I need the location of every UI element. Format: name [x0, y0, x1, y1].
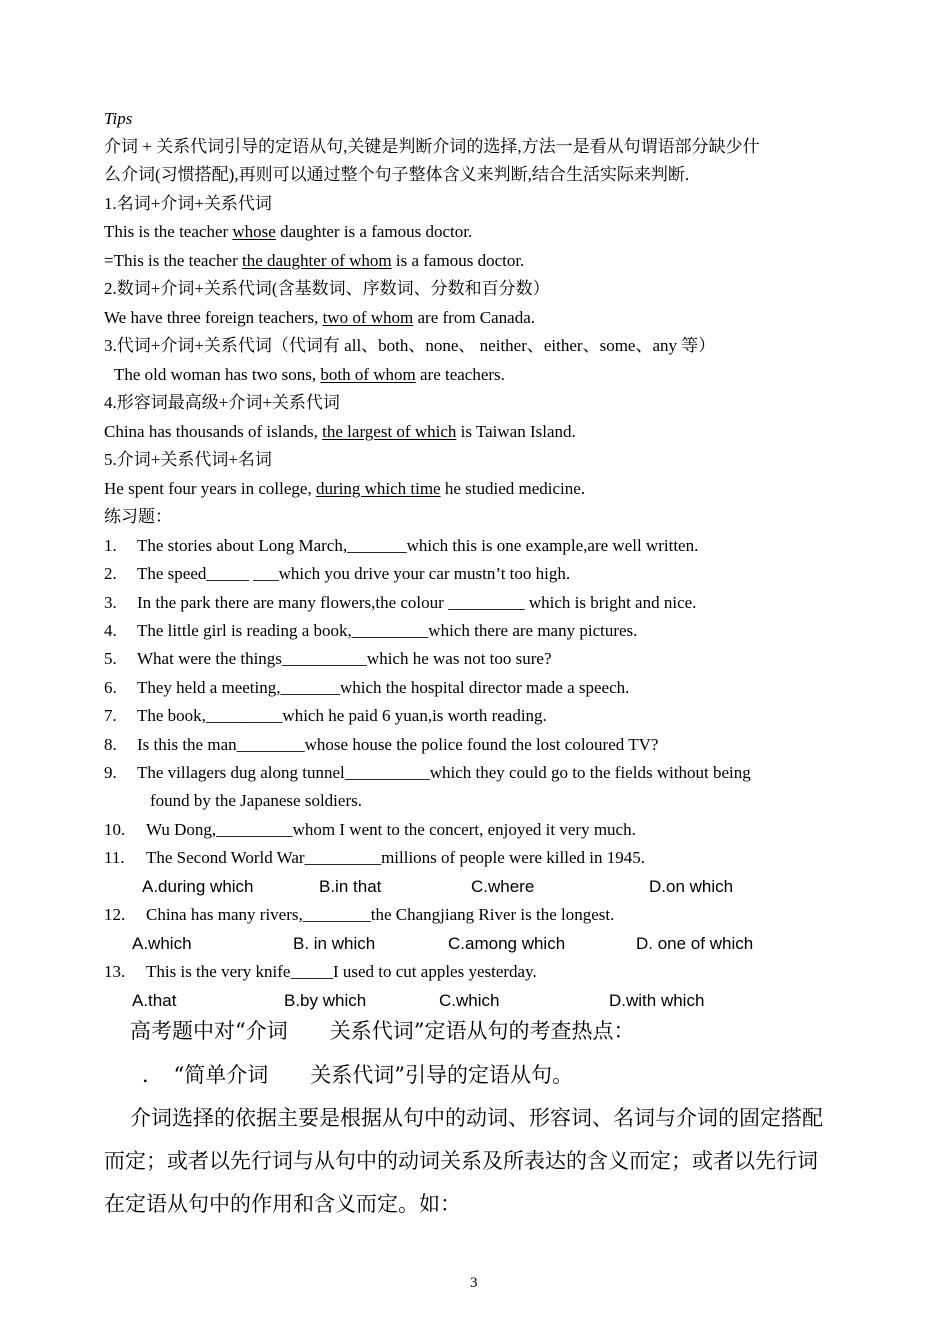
item-text: The speed_____ ___which you drive your car mustn’t too high. — [137, 564, 571, 583]
section-1-heading: 1.名词+介词+关系代词 — [104, 194, 272, 213]
section-4-example — [104, 421, 576, 443]
item-number: 9. — [104, 763, 117, 782]
exercise-item — [104, 677, 629, 699]
item-text: Is this the man________whose house the police found the lost coloured TV? — [137, 735, 659, 754]
exercise-item — [104, 762, 751, 784]
item-number: 12. — [104, 905, 126, 924]
option-q12-d: D. one of which — [636, 934, 754, 953]
exercise-item — [104, 592, 696, 614]
item-text: China has many rivers,________the Changjiang River is the longest. — [146, 905, 615, 924]
option-q12-c: C.among which — [448, 934, 566, 953]
text: daughter is a famous doctor. — [275, 222, 473, 241]
section-1-example-1 — [104, 221, 472, 243]
section-2-heading: 2.数词+介词+关系代词(含基数词、序数词、分数和百分数） — [104, 279, 550, 298]
item-text: The book,_________which he paid 6 yuan,is worth reading. — [137, 706, 547, 725]
option-q12-a: A.which — [132, 934, 192, 953]
item-number: 8. — [104, 735, 117, 754]
exercise-item — [104, 904, 614, 926]
section-2-example — [104, 307, 535, 329]
text: he studied medicine. — [440, 479, 586, 498]
paragraph-line-3: 在定语从句中的作用和含义而定。如： — [104, 1192, 461, 1216]
underlined-phrase: during which time — [315, 479, 441, 498]
underlined-phrase: two of whom — [322, 308, 414, 327]
item-text: In the park there are many flowers,the colour _________ which is bright and nice. — [137, 593, 697, 612]
text: =This is the teacher — [104, 251, 242, 270]
text: is a famous doctor. — [391, 251, 525, 270]
exercise-item — [104, 734, 658, 756]
option-q11-c: C.where — [471, 877, 535, 896]
underlined-phrase: both of whom — [320, 365, 416, 384]
item-number: 3. — [104, 593, 117, 612]
text: China has thousands of islands, — [104, 422, 323, 441]
option-q11-a: A.during which — [142, 877, 254, 896]
option-q13-b: B.by which — [284, 991, 367, 1010]
text: The old woman has two sons, — [114, 365, 321, 384]
option-q13-d: D.with which — [609, 991, 705, 1010]
item-text: What were the things__________which he was not too sure? — [137, 649, 552, 668]
exercise-item — [104, 705, 547, 727]
section-5-heading: 5.介词+关系代词+名词 — [104, 450, 272, 469]
item-number: 13. — [104, 962, 126, 981]
paragraph-line-1: 介词选择的依据主要是根据从句中的动词、形容词、名词与介词的固定搭配 — [130, 1106, 823, 1130]
item-number: 11. — [104, 848, 125, 867]
exercise-item — [104, 648, 552, 670]
hot-topic-heading: 高考题中对“介词 关系代词”定语从句的考查热点： — [130, 1019, 635, 1043]
paragraph-line-2: 而定；或者以先行词与从句中的动词关系及所表达的含义而定；或者以先行词 — [104, 1149, 818, 1173]
underlined-phrase: whose — [232, 222, 276, 241]
underlined-phrase: the daughter of whom — [241, 251, 392, 270]
item-text: Wu Dong,_________whom I went to the concert, enjoyed it very much. — [146, 820, 636, 839]
exercise-item-continuation — [150, 790, 362, 812]
section-5-example — [104, 478, 585, 500]
underlined-phrase: the largest of which — [322, 422, 457, 441]
option-q13-a: A.that — [132, 991, 177, 1010]
item-text: found by the Japanese soldiers. — [150, 791, 362, 810]
option-q11-d: D.on which — [649, 877, 734, 896]
text: We have three foreign teachers, — [104, 308, 323, 327]
text: are teachers. — [415, 365, 505, 384]
item-number: 4. — [104, 621, 117, 640]
page-number: 3 — [470, 1275, 478, 1291]
exercise-item — [104, 961, 537, 983]
exercise-item — [104, 819, 636, 841]
option-q11-b: B.in that — [319, 877, 382, 896]
section-3-example — [114, 364, 505, 386]
item-text: This is the very knife_____I used to cut apples yesterday. — [146, 962, 537, 981]
text: He spent four years in college, — [104, 479, 316, 498]
section-1-example-2 — [104, 250, 524, 272]
intro-line-1: 介词 + 关系代词引导的定语从句,关键是判断介词的选择,方法一是看从句谓语部分缺少什 — [104, 137, 760, 156]
exercise-item — [104, 563, 570, 585]
item-text: The Second World War_________millions of people were killed in 1945. — [146, 848, 645, 867]
item-number: 6. — [104, 678, 117, 697]
option-q12-b: B. in which — [293, 934, 376, 953]
hot-topic-subheading: ． “简单介词 关系代词”引导的定语从句。 — [142, 1063, 573, 1087]
tips-label: Tips — [104, 109, 133, 128]
item-number: 2. — [104, 564, 117, 583]
exercise-heading: 练习题： — [104, 507, 172, 526]
text: are from Canada. — [413, 308, 536, 327]
item-text: They held a meeting,_______which the hospital director made a speech. — [137, 678, 630, 697]
item-text: The little girl is reading a book,_________which there are many pictures. — [137, 621, 638, 640]
item-number: 7. — [104, 706, 117, 725]
text: is Taiwan Island. — [456, 422, 576, 441]
item-text: The stories about Long March,_______which this is one example,are well written. — [137, 536, 699, 555]
item-number: 5. — [104, 649, 117, 668]
section-3-heading: 3.代词+介词+关系代词（代词有 all、both、none、 neither、either、some、any 等） — [104, 336, 716, 355]
section-4-heading: 4.形容词最高级+介词+关系代词 — [104, 393, 340, 412]
intro-line-2: 么介词(习惯搭配),再则可以通过整个句子整体含义来判断,结合生活实际来判断. — [104, 165, 690, 184]
exercise-item — [104, 620, 637, 642]
item-number: 1. — [104, 536, 117, 555]
exercise-item — [104, 847, 645, 869]
exercise-item — [104, 535, 698, 557]
item-number: 10. — [104, 820, 126, 839]
item-text: The villagers dug along tunnel__________which they could go to the fields without being — [137, 763, 751, 782]
text: This is the teacher — [104, 222, 233, 241]
option-q13-c: C.which — [439, 991, 500, 1010]
